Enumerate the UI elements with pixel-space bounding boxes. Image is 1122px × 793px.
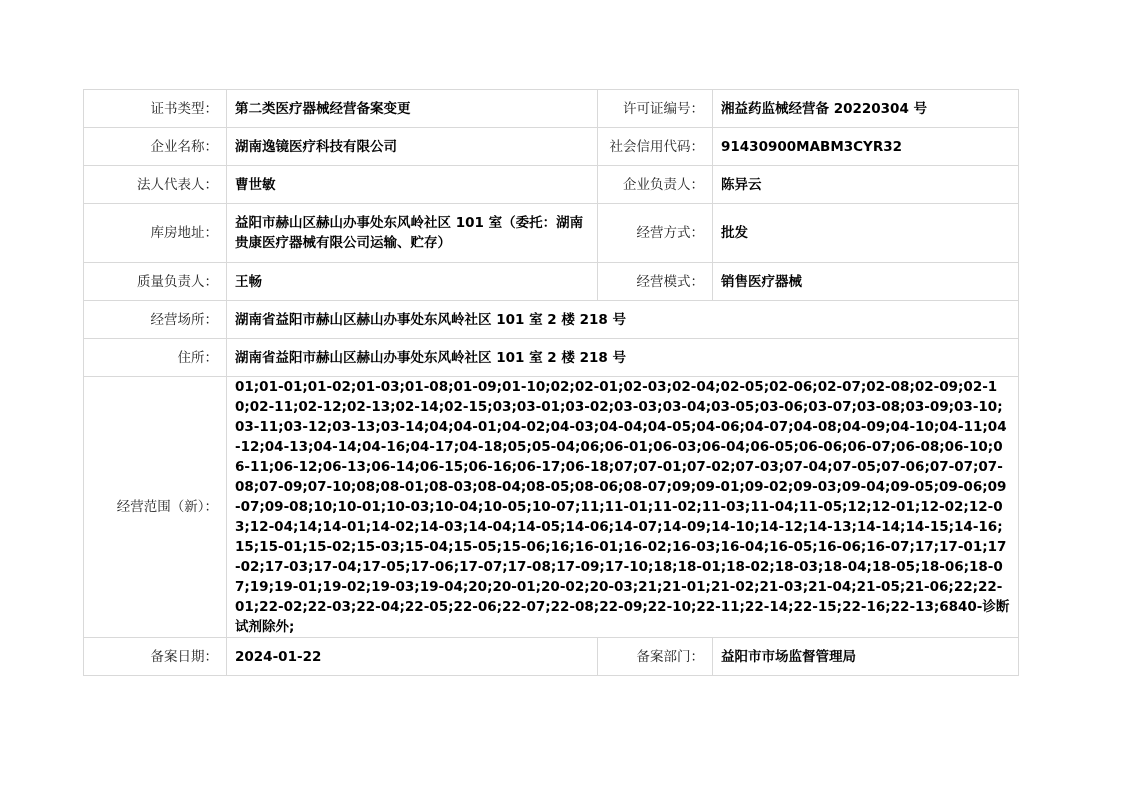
row-residence [84,339,1019,377]
company-head-value: 陈异云 [713,166,1019,204]
legal-rep-label: 法人代表人： [84,166,227,204]
business-mode-value: 销售医疗器械 [713,263,1019,301]
credit-code-value: 91430900MABM3CYR32 [713,128,1019,166]
row-business-scope [84,377,1019,638]
warehouse-address-label: 库房地址： [84,204,227,263]
credit-code-label: 社会信用代码： [598,128,713,166]
row-quality [84,263,1019,301]
quality-head-label: 质量负责人： [84,263,227,301]
quality-head-value: 王畅 [227,263,598,301]
filing-date-value: 2024-01-22 [227,638,598,676]
filing-dept-value: 益阳市市场监督管理局 [713,638,1019,676]
filing-record-table [83,89,1019,676]
residence-value: 湖南省益阳市赫山区赫山办事处东风岭社区 101 室 2 楼 218 号 [227,339,1019,377]
legal-rep-value: 曹世敏 [227,166,598,204]
company-name-label: 企业名称： [84,128,227,166]
business-mode-label: 经营模式： [598,263,713,301]
business-scope-value: 01;01-01;01-02;01-03;01-08;01-09;01-10;02;02-01;02-03;02-04;02-05;02-06;02-07;02-08;02-09;02-10;02-11;02-12;02-13;02-14;02-15;03;03-01;03-02;03-03;03-04;03-05;03-06;03-07;03-08;03-09;03-10;03-11;03-12;03-13;03-14;04;04-01;04-02;04-03;04-04;04-05;04-06;04-07;04-08;04-09;04-10;04-11;04-12;04-13;04-14;04-16;04-17;04-18;05;05-04;06;06-01;06-03;06-04;06-05;06-06;06-07;06-08;06-10;06-11;06-12;06-13;06-14;06-15;06-16;06-17;06-18;07;07-01;07-02;07-03;07-04;07-05;07-06;07-07;07-08;07-09;07-10;08;08-01;08-03;08-04;08-05;08-06;08-07;09;09-01;09-02;09-03;09-04;09-05;09-06;09-07;09-08;10;10-01;10-03;10-04;10-05;10-07;11;11-01;11-02;11-03;11-04;11-05;12;12-01;12-02;12-03;12-04;14;14-01;14-02;14-03;14-04;14-05;14-06;14-07;14-09;14-10;14-12;14-13;14-14;14-15;14-16;15;15-01;15-02;15-03;15-04;15-05;15-06;16;16-01;16-02;16-03;16-04;16-05;16-06;16-07;17;17-01;17-02;17-03;17-04;17-05;17-06;17-07;17-08;17-09;17-10;18;18-01;18-02;18-03;18-04;18-05;18-06;18-07;19;19-01;19-02;19-03;19-04;20;20-01;20-02;20-03;21;21-01;21-02;21-03;21-04;21-05;21-06;22;22-01;22-02;22-03;22-04;22-05;22-06;22-07;22-08;22-09;22-10;22-11;22-14;22-15;22-16;22-13;6840-诊断试剂除外; [227,377,1019,638]
row-company [84,128,1019,166]
row-cert-type [84,90,1019,128]
business-premises-value: 湖南省益阳市赫山区赫山办事处东风岭社区 101 室 2 楼 218 号 [227,301,1019,339]
license-no-value: 湘益药监械经营备 20220304 号 [713,90,1019,128]
company-name-value: 湖南逸镜医疗科技有限公司 [227,128,598,166]
cert-type-label: 证书类型： [84,90,227,128]
cert-type-value: 第二类医疗器械经营备案变更 [227,90,598,128]
business-method-value: 批发 [713,204,1019,263]
warehouse-address-value: 益阳市赫山区赫山办事处东风岭社区 101 室（委托：湖南贵康医疗器械有限公司运输、贮存） [227,204,598,263]
license-no-label: 许可证编号： [598,90,713,128]
business-scope-label: 经营范围（新）： [84,377,227,638]
company-head-label: 企业负责人： [598,166,713,204]
row-business-premises [84,301,1019,339]
row-filing [84,638,1019,676]
business-premises-label: 经营场所： [84,301,227,339]
residence-label: 住所： [84,339,227,377]
row-warehouse [84,204,1019,263]
row-representatives [84,166,1019,204]
business-method-label: 经营方式： [598,204,713,263]
filing-date-label: 备案日期： [84,638,227,676]
filing-dept-label: 备案部门： [598,638,713,676]
